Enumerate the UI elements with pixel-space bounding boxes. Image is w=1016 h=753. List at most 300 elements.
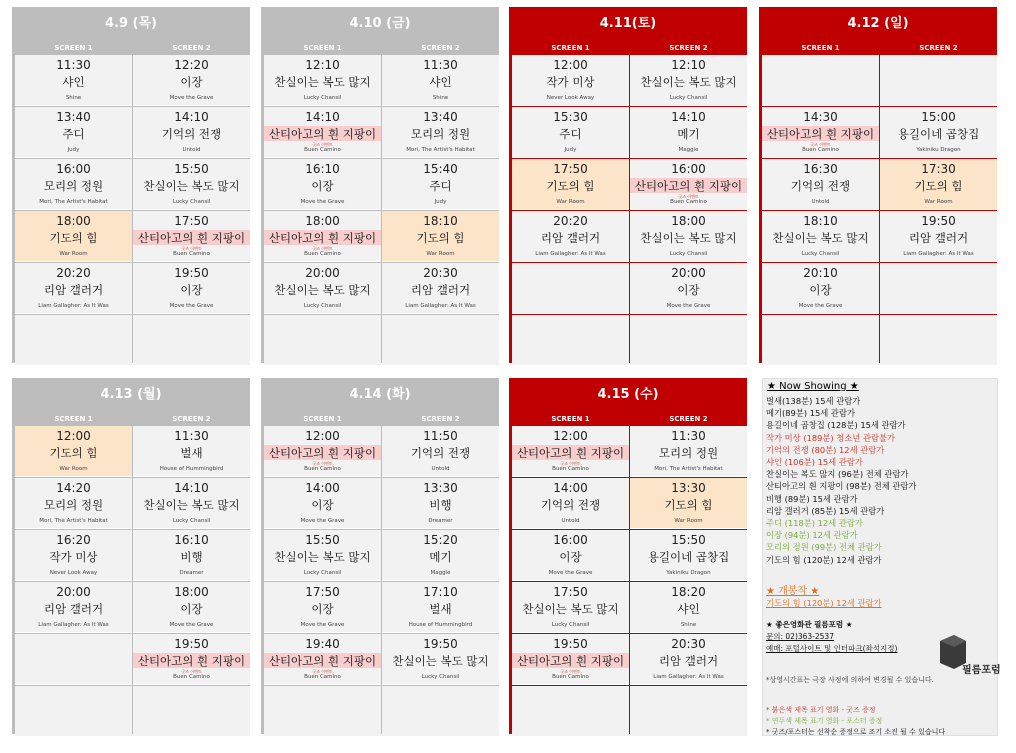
showtime-cell[interactable] xyxy=(382,530,499,581)
showtime-cell xyxy=(15,315,132,366)
movie-title-en: Move the Grave xyxy=(169,303,214,309)
movie-title-en: Buen Camino xyxy=(670,199,707,205)
showtime-cell[interactable] xyxy=(630,55,747,106)
movie-title-en: Buen Camino xyxy=(552,674,589,680)
showtime-time: 20:00 xyxy=(56,585,91,599)
showtime-cell[interactable] xyxy=(264,159,381,210)
showtime-time: 17:30 xyxy=(921,162,956,176)
showtime-time: 17:50 xyxy=(174,214,209,228)
movie-title-en: Maggie xyxy=(430,570,451,576)
movie-title-en: Move the Grave xyxy=(666,303,711,309)
showtime-cell[interactable] xyxy=(762,107,879,158)
showtime-time: 18:00 xyxy=(305,214,340,228)
day-title: 4.12 (일) xyxy=(847,16,909,31)
screen-column xyxy=(133,55,250,361)
screen-column xyxy=(512,426,629,732)
movie-title-en: War Room xyxy=(59,251,88,257)
showtime-time: 12:00 xyxy=(553,429,588,443)
movie-title-kr: 용길이네 곱창집 xyxy=(647,550,730,564)
movie-title-kr: 벌새 xyxy=(429,602,452,616)
now-showing-item: 찬실이는 복도 많지 (96분) 전체 관람가 xyxy=(766,469,909,480)
movie-title-en: Never Look Away xyxy=(546,95,595,101)
movie-title-kr: 찬실이는 복도 많지 xyxy=(392,654,489,668)
info-panel xyxy=(762,378,1001,736)
showtime-cell xyxy=(762,315,879,366)
movie-title-kr: 작가 미상 xyxy=(49,550,98,564)
day-panel xyxy=(261,7,499,363)
movie-title-kr: 이장 xyxy=(677,283,700,297)
day-panel xyxy=(509,378,747,734)
goods-event-note: 굿즈 이벤트 xyxy=(810,142,831,147)
showtime-cell[interactable] xyxy=(15,107,132,158)
showtime-cell[interactable] xyxy=(382,478,499,529)
showtime-cell[interactable] xyxy=(133,530,250,581)
showtime-cell xyxy=(133,315,250,366)
movie-title-en: Mori, The Artist's Habitat xyxy=(406,147,475,153)
screen-header: SCREEN 2 xyxy=(421,415,460,423)
showtime-cell xyxy=(880,315,997,366)
screen-column xyxy=(264,55,381,361)
showtime-time: 12:00 xyxy=(553,58,588,72)
showtime-time: 18:00 xyxy=(56,214,91,228)
movie-title-kr: 모리의 정원 xyxy=(410,127,471,141)
screen-header: SCREEN 1 xyxy=(551,415,590,423)
showtime-cell xyxy=(382,315,499,366)
movie-title-en: Buen Camino xyxy=(552,466,589,472)
showtime-cell[interactable] xyxy=(264,55,381,106)
screen-column xyxy=(382,55,499,361)
showtime-time: 20:30 xyxy=(423,266,458,280)
movie-title-kr: 모리의 정원 xyxy=(43,179,104,193)
showtime-cell[interactable] xyxy=(133,426,250,477)
movie-title-en: Move the Grave xyxy=(300,199,345,205)
movie-title-en: Buen Camino xyxy=(304,251,341,257)
movie-title-en: Yakiniku Dragon xyxy=(666,570,711,576)
now-showing-item: 샤인 (106분) 15세 관람가 xyxy=(766,457,863,467)
movie-title-kr: 작가 미상 xyxy=(546,75,595,89)
showtime-time: 11:30 xyxy=(174,429,209,443)
movie-title-en: Shine xyxy=(65,95,82,101)
showtime-cell[interactable] xyxy=(512,634,629,685)
movie-title-kr: 이장 xyxy=(311,602,334,616)
showtime-cell[interactable] xyxy=(382,263,499,314)
showtime-cell xyxy=(264,315,381,366)
movie-title-kr: 산티아고의 흰 지팡이 xyxy=(762,126,879,141)
movie-title-en: Buen Camino xyxy=(304,147,341,153)
showtime-cell xyxy=(880,55,997,106)
now-showing-item: 리암 갤러거 (85분) 15세 관람가 xyxy=(766,505,885,516)
movie-title-en: Lucky Chansil xyxy=(172,199,211,205)
movie-title-kr: 샤인 xyxy=(62,75,85,89)
movie-title-kr: 산티아고의 흰 지팡이 xyxy=(264,445,381,460)
showtime-time: 11:30 xyxy=(56,58,91,72)
showtime-time: 12:10 xyxy=(305,58,340,72)
notice-text: *상영시간표는 극장 사정에 의하여 변경될 수 있습니다. xyxy=(766,676,934,684)
showtime-time: 11:30 xyxy=(423,58,458,72)
day-panel xyxy=(12,7,250,363)
showtime-time: 18:10 xyxy=(803,214,838,228)
showtime-cell[interactable] xyxy=(382,55,499,106)
showtime-time: 13:40 xyxy=(423,110,458,124)
screen-column xyxy=(15,426,132,732)
showtime-time: 13:30 xyxy=(423,481,458,495)
showtime-cell[interactable] xyxy=(264,107,381,158)
showtime-cell[interactable] xyxy=(382,634,499,685)
showtime-cell[interactable] xyxy=(512,159,629,210)
showtime-cell[interactable] xyxy=(512,426,629,477)
day-panel xyxy=(12,378,250,734)
movie-title-kr: 주디 xyxy=(559,127,582,141)
movie-title-en: Yakiniku Dragon xyxy=(916,147,961,153)
showtime-cell[interactable] xyxy=(264,263,381,314)
showtime-cell[interactable] xyxy=(382,426,499,477)
showtime-cell xyxy=(630,315,747,366)
movie-title-en: House of Hummingbird xyxy=(159,466,224,472)
goods-event-note: 굿즈 이벤트 xyxy=(560,669,581,674)
showtime-cell[interactable] xyxy=(512,478,629,529)
showtime-cell[interactable] xyxy=(382,159,499,210)
showtime-time: 14:20 xyxy=(56,481,91,495)
showtime-cell[interactable] xyxy=(15,478,132,529)
showtime-time: 13:40 xyxy=(56,110,91,124)
screen-header: SCREEN 1 xyxy=(303,44,342,52)
showtime-cell xyxy=(880,263,997,314)
showtime-cell xyxy=(264,686,381,737)
showtime-cell[interactable] xyxy=(880,107,997,158)
now-showing-title: ★ Now Showing ★ xyxy=(767,381,859,392)
movie-title-kr: 리암 갤러거 xyxy=(410,283,471,297)
screen-column xyxy=(133,426,250,732)
movie-title-kr: 찬실이는 복도 많지 xyxy=(143,179,240,193)
showtime-time: 19:50 xyxy=(921,214,956,228)
showtime-cell[interactable] xyxy=(133,211,250,262)
movie-title-kr: 주디 xyxy=(429,179,452,193)
screen-column xyxy=(15,55,132,361)
showtime-time: 20:20 xyxy=(553,214,588,228)
showtime-cell[interactable] xyxy=(264,478,381,529)
showtime-cell[interactable] xyxy=(630,263,747,314)
screen-column xyxy=(630,426,747,732)
screen-header: SCREEN 1 xyxy=(551,44,590,52)
goods-event-note: 굿즈 이벤트 xyxy=(181,669,202,674)
movie-title-kr: 샤인 xyxy=(677,602,700,616)
movie-title-kr: 리암 갤러거 xyxy=(43,283,104,297)
showtime-time: 17:50 xyxy=(553,162,588,176)
showtime-time: 18:00 xyxy=(174,585,209,599)
showtime-time: 11:50 xyxy=(423,429,458,443)
movie-title-kr: 비행 xyxy=(180,550,203,564)
movie-title-en: Move the Grave xyxy=(300,622,345,628)
day-panel xyxy=(261,378,499,734)
movie-title-kr: 산티아고의 흰 지팡이 xyxy=(512,653,629,668)
movie-title-en: Move the Grave xyxy=(300,518,345,524)
showtime-cell xyxy=(512,686,629,737)
movie-title-kr: 산티아고의 흰 지팡이 xyxy=(630,178,747,193)
showtime-cell[interactable] xyxy=(15,582,132,633)
screen-header: SCREEN 2 xyxy=(669,415,708,423)
movie-title-en: War Room xyxy=(674,518,703,524)
movie-title-en: Liam Gallagher: As It Was xyxy=(38,303,109,309)
showtime-cell xyxy=(762,55,879,106)
showtime-cell[interactable] xyxy=(382,107,499,158)
showtime-cell xyxy=(512,315,629,366)
screen-header: SCREEN 2 xyxy=(919,44,958,52)
contact-title: ★ 좋은영화관 필름포럼 ★ xyxy=(766,620,853,629)
movie-title-en: Lucky Chansil xyxy=(303,95,342,101)
movie-title-kr: 리암 갤러거 xyxy=(43,602,104,616)
showtime-time: 19:50 xyxy=(553,637,588,651)
film-forum-logo xyxy=(936,633,1001,677)
movie-title-en: Judy xyxy=(434,199,447,205)
contact-booking[interactable]: 예매: 포털사이트 및 인터파크(좌석지정) xyxy=(766,644,898,653)
movie-title-en: Mori, The Artist's Habitat xyxy=(39,518,108,524)
showtime-time: 17:50 xyxy=(305,585,340,599)
movie-title-kr: 이장 xyxy=(311,498,334,512)
showtime-cell[interactable] xyxy=(15,159,132,210)
showtime-cell[interactable] xyxy=(133,159,250,210)
showtime-time: 19:40 xyxy=(305,637,340,651)
movie-title-kr: 산티아고의 흰 지팡이 xyxy=(133,230,250,245)
opening-title: ★ 개봉작 ★ xyxy=(766,586,820,597)
showtime-time: 11:30 xyxy=(671,429,706,443)
showtime-cell[interactable] xyxy=(762,263,879,314)
movie-title-kr: 벌새 xyxy=(180,446,203,460)
movie-title-kr: 산티아고의 흰 지팡이 xyxy=(512,445,629,460)
screen-column xyxy=(264,426,381,732)
movie-title-kr: 샤인 xyxy=(429,75,452,89)
showtime-time: 12:20 xyxy=(174,58,209,72)
showtime-cell[interactable] xyxy=(512,582,629,633)
now-showing-item: 산티아고의 흰 지팡이 (98분) 전체 관람가 xyxy=(766,481,917,492)
movie-title-en: War Room xyxy=(556,199,585,205)
now-showing-item: 작가 미상 (189분) 청소년 관람불가 xyxy=(766,432,896,443)
screen-header: SCREEN 2 xyxy=(421,44,460,52)
legend-item: * 굿즈/포스터는 선착순 증정으로 조기 소진 될 수 있습니다 xyxy=(766,728,946,736)
showtime-time: 20:10 xyxy=(803,266,838,280)
showtime-cell[interactable] xyxy=(630,426,747,477)
now-showing-item: 기억의 전쟁 (80분) 12세 관람가 xyxy=(766,444,885,455)
showtime-cell[interactable] xyxy=(382,582,499,633)
showtime-time: 14:30 xyxy=(803,110,838,124)
showtime-time: 20:20 xyxy=(56,266,91,280)
showtime-cell[interactable] xyxy=(133,263,250,314)
showtime-cell xyxy=(15,686,132,737)
now-showing-item: 벌새(138분) 15세 관람가 xyxy=(766,396,861,406)
screen-header: SCREEN 2 xyxy=(172,44,211,52)
movie-title-en: Buen Camino xyxy=(173,251,210,257)
movie-title-en: Move the Grave xyxy=(548,570,593,576)
day-title: 4.13 (월) xyxy=(100,387,162,402)
opening-item: 기도의 힘 (120분) 12세 관람가 xyxy=(766,598,882,608)
movie-title-kr: 산티아고의 흰 지팡이 xyxy=(264,230,381,245)
movie-title-en: Dreamer xyxy=(179,570,204,576)
movie-title-kr: 기도의 힘 xyxy=(664,498,713,512)
movie-title-en: Move the Grave xyxy=(798,303,843,309)
movie-title-en: Maggie xyxy=(678,147,699,153)
showtime-cell[interactable] xyxy=(512,55,629,106)
showtime-time: 16:30 xyxy=(803,162,838,176)
showtime-time: 15:20 xyxy=(423,533,458,547)
screen-column xyxy=(382,426,499,732)
showtime-cell[interactable] xyxy=(762,211,879,262)
day-title: 4.9 (목) xyxy=(105,16,157,31)
movie-title-kr: 찬실이는 복도 많지 xyxy=(274,75,371,89)
movie-title-kr: 기도의 힘 xyxy=(914,179,963,193)
now-showing-item: 모리의 정원 (99분) 전체 관람가 xyxy=(766,542,882,553)
movie-title-en: Move the Grave xyxy=(169,622,214,628)
movie-title-en: Never Look Away xyxy=(49,570,98,576)
showtime-cell[interactable] xyxy=(630,530,747,581)
movie-title-en: Liam Gallagher: As It Was xyxy=(405,303,476,309)
movie-title-en: Mori, The Artist's Habitat xyxy=(39,199,108,205)
movie-title-en: House of Hummingbird xyxy=(408,622,473,628)
now-showing-item: 비행 (89분) 15세 관람가 xyxy=(766,493,858,504)
movie-title-en: Lucky Chansil xyxy=(669,95,708,101)
movie-title-en: Untold xyxy=(182,147,201,153)
movie-title-kr: 이장 xyxy=(180,283,203,297)
showtime-cell[interactable] xyxy=(133,634,250,685)
now-showing-item: 주디 (118분) 12세 관람가 xyxy=(766,518,863,528)
showtime-cell xyxy=(15,634,132,685)
movie-title-kr: 기도의 힘 xyxy=(546,179,595,193)
movie-title-en: Buen Camino xyxy=(304,466,341,472)
movie-title-en: Shine xyxy=(432,95,449,101)
movie-title-kr: 기억의 전쟁 xyxy=(410,446,471,460)
movie-title-en: Lucky Chansil xyxy=(172,518,211,524)
movie-title-kr: 산티아고의 흰 지팡이 xyxy=(264,653,381,668)
showtime-cell[interactable] xyxy=(630,478,747,529)
showtime-time: 20:30 xyxy=(671,637,706,651)
movie-title-en: Move the Grave xyxy=(169,95,214,101)
showtime-time: 18:20 xyxy=(671,585,706,599)
showtime-cell[interactable] xyxy=(630,107,747,158)
day-panel xyxy=(509,7,747,363)
showtime-cell[interactable] xyxy=(512,530,629,581)
legend-item: * 붉은색 제목 표기 영화 - 굿즈 증정 xyxy=(766,706,876,714)
movie-title-kr: 기억의 전쟁 xyxy=(161,127,222,141)
movie-title-en: Lucky Chansil xyxy=(421,674,460,680)
showtime-cell[interactable] xyxy=(133,582,250,633)
showtime-cell[interactable] xyxy=(880,159,997,210)
movie-title-en: Lucky Chansil xyxy=(669,251,708,257)
movie-title-en: Untold xyxy=(561,518,580,524)
movie-title-kr: 이장 xyxy=(809,283,832,297)
showtime-time: 14:00 xyxy=(305,481,340,495)
day-title: 4.10 (금) xyxy=(349,16,411,31)
screen-column xyxy=(762,55,879,361)
movie-title-kr: 기억의 전쟁 xyxy=(540,498,601,512)
showtime-time: 17:10 xyxy=(423,585,458,599)
showtime-time: 16:00 xyxy=(553,533,588,547)
screen-header: SCREEN 2 xyxy=(669,44,708,52)
goods-event-note: 굿즈 이벤트 xyxy=(181,246,202,251)
movie-title-kr: 기도의 힘 xyxy=(416,231,465,245)
showtime-time: 12:00 xyxy=(305,429,340,443)
showtime-time: 15:30 xyxy=(553,110,588,124)
screen-header: SCREEN 1 xyxy=(303,415,342,423)
showtime-time: 18:00 xyxy=(671,214,706,228)
showtime-cell[interactable] xyxy=(512,211,629,262)
showtime-cell[interactable] xyxy=(880,211,997,262)
showtime-cell[interactable] xyxy=(630,159,747,210)
showtime-time: 18:10 xyxy=(423,214,458,228)
showtime-cell[interactable] xyxy=(133,107,250,158)
showtime-cell[interactable] xyxy=(133,55,250,106)
showtime-cell[interactable] xyxy=(15,55,132,106)
showtime-cell[interactable] xyxy=(264,530,381,581)
goods-event-note: 굿즈 이벤트 xyxy=(312,461,333,466)
showtime-cell xyxy=(512,263,629,314)
showtime-cell[interactable] xyxy=(512,107,629,158)
movie-title-kr: 주디 xyxy=(62,127,85,141)
showtime-cell[interactable] xyxy=(133,478,250,529)
movie-title-en: Untold xyxy=(811,199,830,205)
movie-title-en: Liam Gallagher: As It Was xyxy=(535,251,606,257)
showtime-time: 15:40 xyxy=(423,162,458,176)
movie-title-en: Liam Gallagher: As It Was xyxy=(38,622,109,628)
movie-title-en: Judy xyxy=(564,147,577,153)
showtime-time: 12:10 xyxy=(671,58,706,72)
now-showing-item: 용길이네 곱창집 (128분) 15세 관람가 xyxy=(766,420,906,431)
day-title: 4.11(토) xyxy=(599,16,657,31)
movie-title-en: Buen Camino xyxy=(173,674,210,680)
day-title: 4.15 (수) xyxy=(597,387,659,402)
movie-title-kr: 메기 xyxy=(677,127,700,141)
showtime-time: 15:50 xyxy=(671,533,706,547)
day-title: 4.14 (화) xyxy=(349,387,411,402)
movie-title-kr: 이장 xyxy=(180,602,203,616)
screen-header: SCREEN 1 xyxy=(54,415,93,423)
screen-column xyxy=(630,55,747,361)
showtime-time: 15:50 xyxy=(305,533,340,547)
goods-event-note: 굿즈 이벤트 xyxy=(678,194,699,199)
showtime-cell[interactable] xyxy=(762,159,879,210)
showtime-cell xyxy=(630,686,747,737)
movie-title-en: Lucky Chansil xyxy=(801,251,840,257)
screen-header: SCREEN 1 xyxy=(801,44,840,52)
showtime-cell[interactable] xyxy=(15,530,132,581)
legend-item: * 연두색 제목 표기 영화 - 포스터 증정 xyxy=(766,717,883,725)
showtime-cell[interactable] xyxy=(15,263,132,314)
goods-event-note: 굿즈 이벤트 xyxy=(312,669,333,674)
showtime-cell[interactable] xyxy=(264,426,381,477)
goods-event-note: 굿즈 이벤트 xyxy=(560,461,581,466)
showtime-cell[interactable] xyxy=(264,211,381,262)
showtime-cell[interactable] xyxy=(15,426,132,477)
showtime-cell[interactable] xyxy=(264,634,381,685)
showtime-time: 12:00 xyxy=(56,429,91,443)
movie-title-kr: 이장 xyxy=(311,179,334,193)
movie-title-en: Buen Camino xyxy=(802,147,839,153)
contact-phone[interactable]: 문의: 02)363-2537 xyxy=(766,632,834,641)
showtime-cell[interactable] xyxy=(630,634,747,685)
movie-title-kr: 기도의 힘 xyxy=(49,231,98,245)
movie-title-en: Liam Gallagher: As It Was xyxy=(653,674,724,680)
movie-title-kr: 이장 xyxy=(180,75,203,89)
movie-title-en: War Room xyxy=(59,466,88,472)
showtime-cell[interactable] xyxy=(630,582,747,633)
movie-title-kr: 비행 xyxy=(429,498,452,512)
now-showing-item: 이장 (94분) 12세 관람가 xyxy=(766,530,858,541)
movie-title-kr: 찬실이는 복도 많지 xyxy=(522,602,619,616)
showtime-cell[interactable] xyxy=(264,582,381,633)
showtime-cell[interactable] xyxy=(630,211,747,262)
movie-title-kr: 메기 xyxy=(429,550,452,564)
showtime-cell xyxy=(133,686,250,737)
showtime-time: 20:00 xyxy=(671,266,706,280)
showtime-cell[interactable] xyxy=(15,211,132,262)
showtime-cell[interactable] xyxy=(382,211,499,262)
